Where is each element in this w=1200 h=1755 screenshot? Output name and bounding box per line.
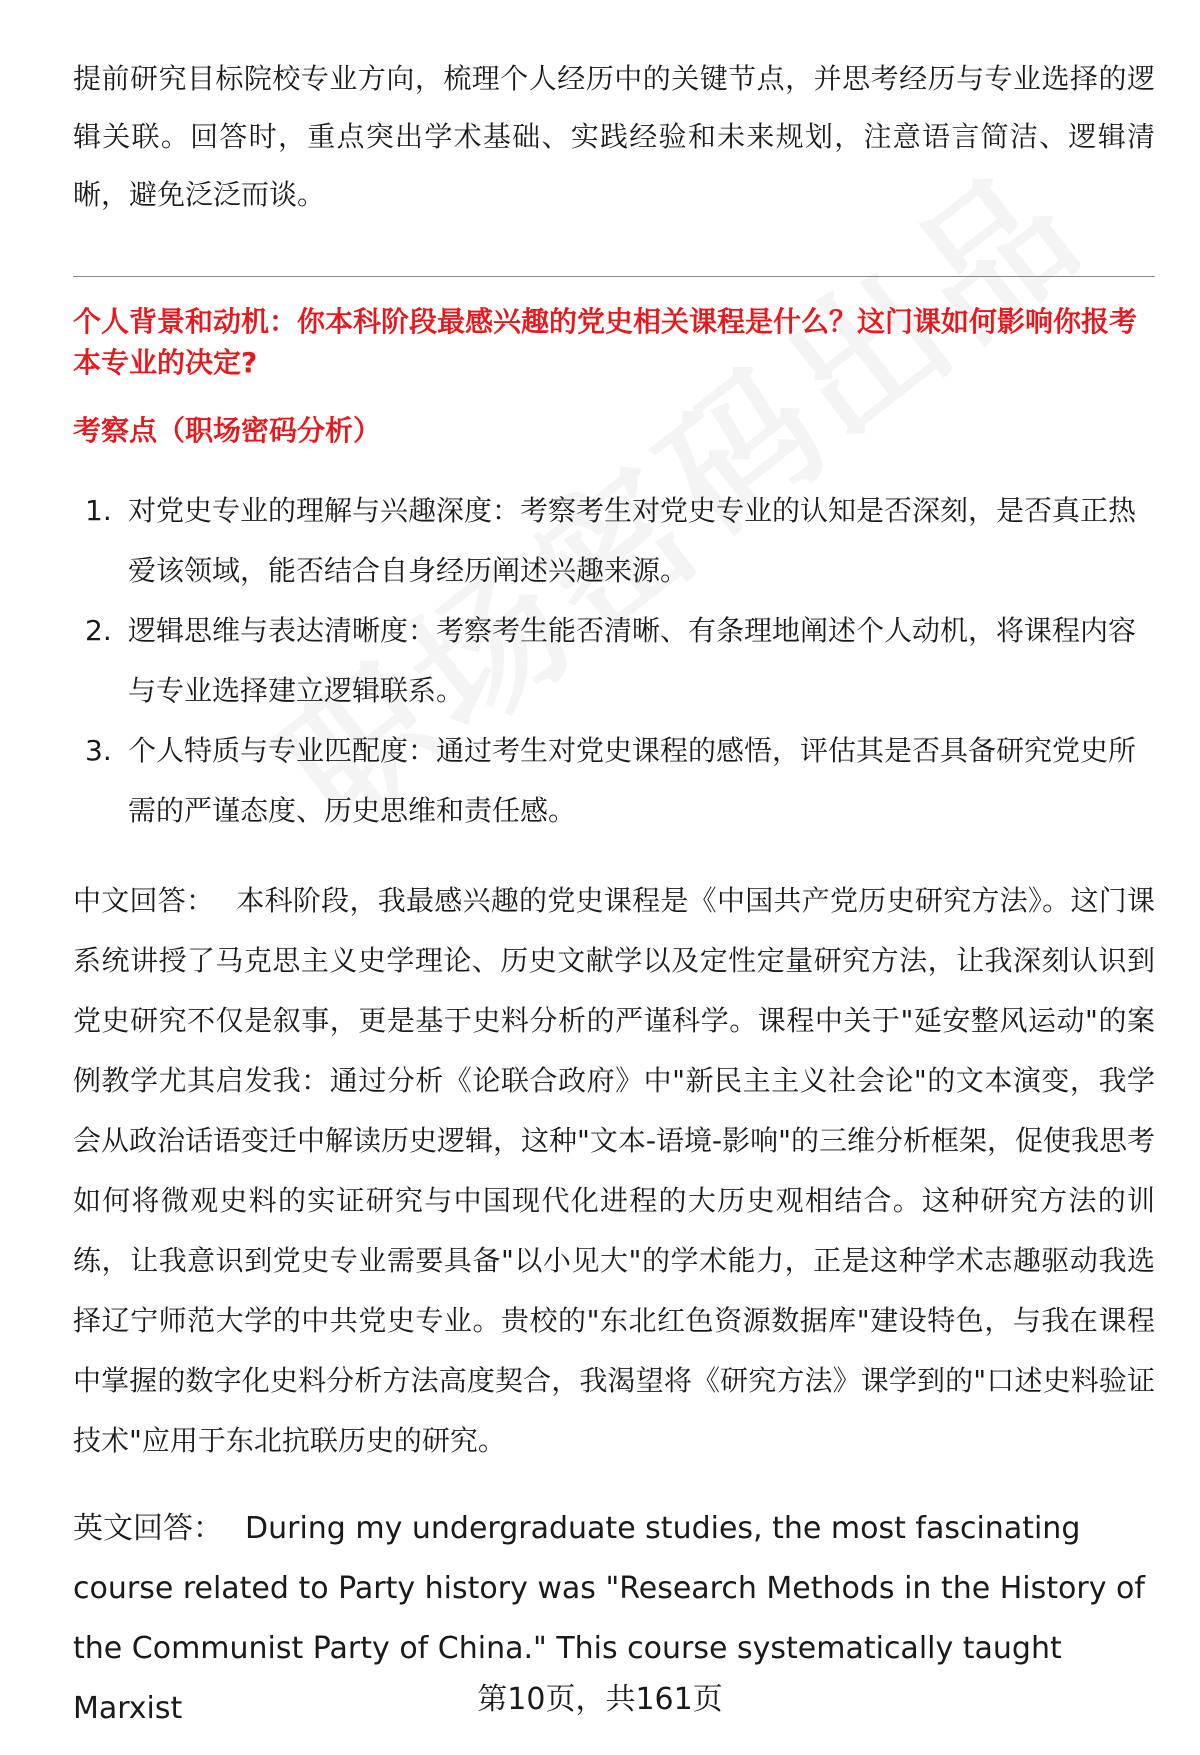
list-item	[73, 601, 1155, 721]
assessment-heading: 考察点（职场密码分析）	[73, 414, 382, 447]
chinese-answer-text: 本科阶段，我最感兴趣的党史课程是《中国共产党历史研究方法》。这门课系统讲授了马克思主义史学理论、历史文献学以及定性定量研究方法，让我深刻认识到党史研究不仅是叙事，更是基于史料分析的严谨科学。课程中关于"延安整风运动"的案例教学尤其启发我：通过分析《论联合政府》中"新民主主义社会论"的文本演变，我学会从政治话语变迁中解读历史逻辑，这种"文本-语境-影响"的三维分析框架，促使我思考如何将微观史料的实证研究与中国现代化进程的大历史观相结合。这种研究方法的训练，让我意识到党史专业需要具备"以小见大"的学术能力，正是这种学术志趣驱动我选择辽宁师范大学的中共党史专业。贵校的"东北红色资源数据库"建设特色，与我在课程中掌握的数字化史料分析方法高度契合，我渴望将《研究方法》课学到的"口述史料验证技术"应用于东北抗联历史的研究。	[73, 884, 1155, 1457]
list-item-text: 个人特质与专业匹配度：通过考生对党史课程的感悟，评估其是否具备研究党史所需的严谨态度、历史思维和责任感。	[128, 734, 1137, 827]
intro-paragraph: 提前研究目标院校专业方向，梳理个人经历中的关键节点，并思考经历与专业选择的逻辑关联。回答时，重点突出学术基础、实践经验和未来规划，注意语言简洁、逻辑清晰，避免泛泛而谈。	[73, 62, 1155, 211]
list-item-number: 1.	[85, 494, 112, 527]
list-item	[73, 481, 1155, 601]
list-item-number: 2.	[85, 614, 112, 647]
page-number-footer: 第10页，共161页	[477, 1682, 723, 1717]
page-content	[73, 50, 1155, 1739]
chinese-answer-paragraph	[73, 871, 1155, 1471]
chinese-answer-label: 中文回答：	[73, 884, 215, 917]
list-item	[73, 721, 1155, 841]
list-item-number: 3.	[85, 734, 112, 767]
list-item-text: 逻辑思维与表达清晰度：考察考生能否清晰、有条理地阐述个人动机，将课程内容与专业选择建立逻辑联系。	[128, 614, 1137, 707]
assessment-points-list	[73, 481, 1155, 841]
list-item-text: 对党史专业的理解与兴趣深度：考察考生对党史专业的认知是否深刻，是否真正热爱该领域，能否结合自身经历阐述兴趣来源。	[128, 494, 1137, 587]
english-answer-text: During my undergraduate studies, the most fascinating course related to Party history was "Research Methods in the History of the Communist Party of China." This course systematically taught Marxist	[73, 1511, 1145, 1726]
question-heading: 个人背景和动机：你本科阶段最感兴趣的党史相关课程是什么？这门课如何影响你报考本专业的决定?	[73, 305, 1138, 379]
section-divider	[73, 276, 1155, 277]
english-answer-label: 英文回答：	[73, 1511, 223, 1546]
